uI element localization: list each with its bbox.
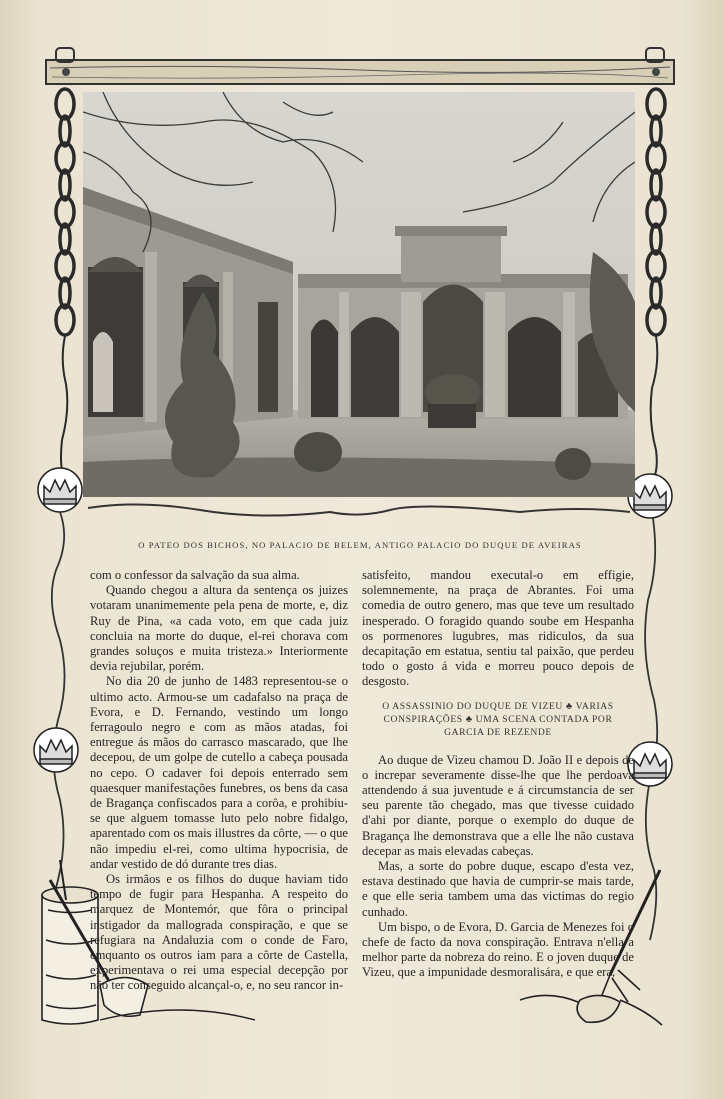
paragraph: Um bispo, o de Evora, D. Garcia de Menezes foi o chefe de facto da nova conspiração. Entrava n'ella a melhor parte da nobreza do reino. E o joven duque de Vizeu, que a impunidade desmoralisára, e que era, [362, 919, 634, 980]
right-rope [645, 512, 657, 940]
right-chain [647, 89, 665, 475]
paragraph: Mas, a sorte do pobre duque, escapo d'esta vez, estava destinado que havia de cumprir-se mais tarde, e que elle seria tambem uma das victimas do regio cunhado. [362, 859, 634, 919]
paragraph: Quando chegou a altura da sentença os juizes votaram unanimemente pela pena de morte, e, diz Ruy de Pina, «a cada voto, em que cada juiz concluia na morte do duque, el-rei chorava com grandes soluços e muita tristeza.» Interiormente devia rejubilar, porém. [90, 583, 348, 674]
palace-courtyard-photo [83, 92, 635, 497]
left-chain [56, 89, 74, 470]
section-heading: O ASSASSINIO DO DUQUE DE VIZEU ♣ VARIAS CONSPIRAÇÕES ♣ UMA SCENA CONTADA POR GARCIA DE REZENDE [382, 700, 614, 738]
paragraph: No dia 20 de junho de 1483 representou-se o ultimo acto. Armou-se um cadafalso na praça de Evora, e D. Fernando, vestindo um longo ferragoulo negro e com as mãos atadas, foi entregue ás mãos do carrasco mascarado, que lhe decepou, de um golpe de cutello a cabeça pousada no cepo. O cadaver foi depois enterrado sem quaesquer manifestações funebres, os bens da casa de Bragança confiscados para a corôa, e prohibiu-se que alguem tomasse luto pelo nobre fidalgo, aparentado com os mais illustres da côrte, — o que não impediu el-rei, como ultima hypocrisia, de andar vestido de dó durante tres dias. [90, 674, 348, 871]
photo-caption: O PATEO DOS BICHOS, NO PALACIO DE BELEM, ANTIGO PALACIO DO DUQUE DE AVEIRAS [138, 540, 582, 550]
paragraph: Ao duque de Vizeu chamou D. João II e depois de o increpar severamente disse-lhe que lhe perdoava attendendo á sua juventude e á circumstancia de ser seu parente tão chegado, mas que tivesse cuidado d'ahi por diante, porque o exemplo do duque de Bragança lhe demonstrava que a elle lhe não custava decepar as mais elevadas cabeças. [362, 752, 634, 858]
paragraph: satisfeito, mandou executal-o em effigie, solemnemente, na praça de Abrantes. Foi uma comedia de outro genero, mas que teve um resultado inesperado. O foragido quando soube em Hespanha os pormenores lugubres, mas ridiculos, da sua decapitação em estatua, sentiu tal paixão, que perdeu todo o gosto á vida e morreu pouco depois de desgosto. [362, 568, 634, 689]
text-column-left [90, 568, 348, 994]
top-beam [46, 48, 674, 84]
crown-icon [628, 742, 672, 786]
crown-icon [38, 468, 82, 512]
paragraph: Os irmãos e os filhos do duque haviam tido tempo de fugir para Hespanha. A respeito do marquez de Montemór, que fôra o principal instigador da mallograda conspiração, e que se refugiara na Andaluzia com o conde de Faro, emquanto os outros iam para a côrte de Castella, experimentava o rei uma especial decepção por não ter conseguido alcançal-o, e, no seu rancor in- [90, 872, 348, 993]
paragraph: com o confessor da salvação da sua alma. [90, 568, 300, 582]
crown-icon [34, 728, 78, 772]
rope-under-photo [88, 504, 630, 515]
text-column-right [362, 568, 634, 981]
left-rope [52, 512, 65, 920]
